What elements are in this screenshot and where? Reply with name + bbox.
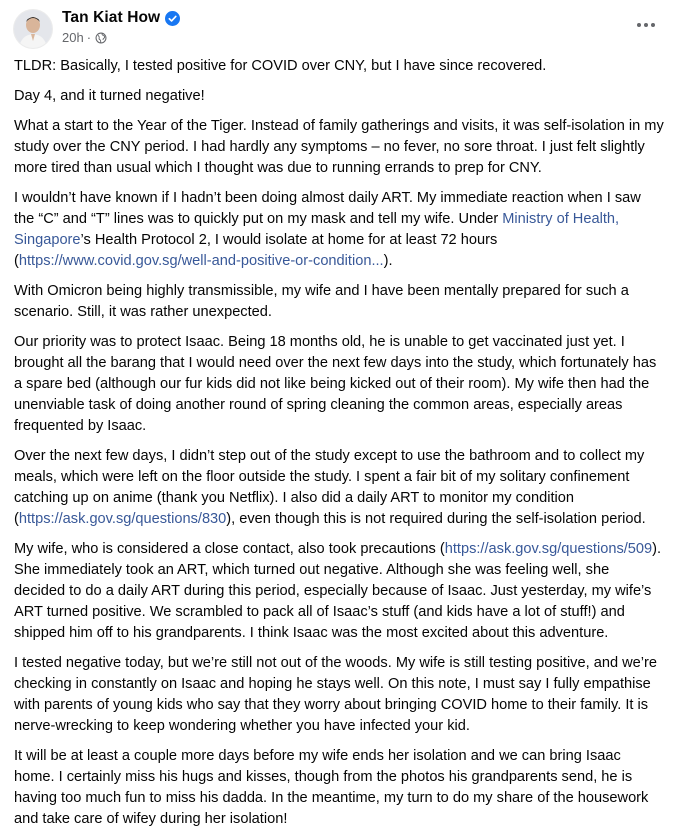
paragraph-art-testing bbox=[14, 188, 664, 272]
post-header bbox=[0, 0, 676, 52]
paragraph-text: ), even though this is not required during the self-isolation period. bbox=[226, 511, 646, 527]
paragraph-tested-negative: I tested negative today, but we’re still not out of the woods. My wife is still testing positive, and we’re checking in constantly on Isaac and hoping he stays well. On this note, I must say I fully empathise with parents of young kids who say that they worry about bringing COVID home to their family. It is nerve-wrecking to keep wondering whether you have infected your kid. bbox=[14, 655, 657, 734]
globe-icon[interactable] bbox=[95, 32, 107, 44]
paragraph-text: My wife, who is considered a close contact, also took precautions ( bbox=[14, 541, 445, 558]
author-row bbox=[62, 9, 180, 27]
post-meta bbox=[62, 30, 107, 45]
paragraph-text: Over the next few days, I didn’t step out of the study except to use the bathroom and to collect my meals, which were left on the floor outside the study. I spent a fair bit of my solitary confinement catching up on anime (thank you Netflix). I also did a daily ART to monitor my condition ( bbox=[14, 448, 645, 527]
post-timestamp[interactable]: 20h bbox=[62, 30, 84, 45]
avatar[interactable] bbox=[14, 10, 52, 48]
paragraph-text: ’s Health Protocol 2, I would isolate at home for at least 72 hours ( bbox=[14, 232, 498, 270]
moh-singapore-link[interactable]: Ministry of Health, Singapore bbox=[14, 211, 620, 249]
paragraph-couple-more-days: It will be at least a couple more days before my wife ends her isolation and we can bring Isaac home. I certainly miss his hugs and kisses, though from the photos his grandparents send, he is having too much fun to miss his dadda. In the meantime, my turn to do my share of the housework and take care of wifey during her isolation! bbox=[14, 747, 649, 827]
covid-gov-link[interactable]: https://www.covid.gov.sg/well-and-positive-or-condition... bbox=[18, 253, 384, 270]
paragraph-protect-isaac: Our priority was to protect Isaac. Being 18 months old, he is unable to get vaccinated just yet. I brought all the barang that I would need over the next few days into the study, which fortunately has a spare bed (although our fur kids did not like being kicked out of their room). My wife then had the unenviable task of doing another round of spring cleaning the common areas, especially areas frequented by Isaac. bbox=[14, 334, 657, 435]
paragraph-text: I wouldn’t have known if I hadn’t been doing almost daily ART. My immediate reaction when I saw the “C” and “T” lines was to quickly put on my mask and tell my wife. Under bbox=[14, 190, 641, 228]
more-options-button[interactable] bbox=[630, 13, 662, 37]
more-dot-icon bbox=[651, 23, 655, 27]
paragraph-omicron: With Omicron being highly transmissible, my wife and I have been mentally prepared for such a scenario. Still, it was rather unexpected. bbox=[14, 283, 629, 321]
paragraph-wife-precautions bbox=[14, 539, 664, 644]
more-dot-icon bbox=[644, 23, 648, 27]
ask-gov-830-link[interactable]: https://ask.gov.sg/questions/830 bbox=[18, 511, 227, 527]
post-body bbox=[14, 56, 664, 839]
verified-badge-icon bbox=[165, 11, 180, 26]
paragraph-day4: Day 4, and it turned negative! bbox=[14, 88, 205, 105]
ask-gov-509-link[interactable]: https://ask.gov.sg/questions/509 bbox=[444, 541, 653, 558]
paragraph-text: ). She immediately took an ART, which turned out negative. Although she was feeling well, she decided to do a daily ART during this period, especially because of Isaac. Just yesterday, my wife’s ART turned positive. We scrambled to pack all of Isaac’s stuff (and kids have a lot of stuff!) and shipped him off to his grandparents. I think Isaac was the most excited about this adventure. bbox=[14, 541, 662, 641]
paragraph-text: ). bbox=[383, 253, 393, 270]
more-dot-icon bbox=[637, 23, 641, 27]
profile-photo bbox=[14, 10, 52, 48]
paragraph-isolation bbox=[14, 446, 664, 530]
paragraph-year-of-tiger: What a start to the Year of the Tiger. Instead of family gatherings and visits, it was self-isolation in my study over the CNY period. I had hardly any symptoms – no fever, no sore throat. I just felt slightly more tired than usual which I thought was due to running errands to prep for CNY. bbox=[14, 118, 664, 177]
paragraph-tldr: TLDR: Basically, I tested positive for COVID over CNY, but I have since recovered. bbox=[14, 58, 547, 74]
author-name[interactable]: Tan Kiat How bbox=[62, 9, 161, 26]
meta-separator: · bbox=[86, 30, 92, 45]
